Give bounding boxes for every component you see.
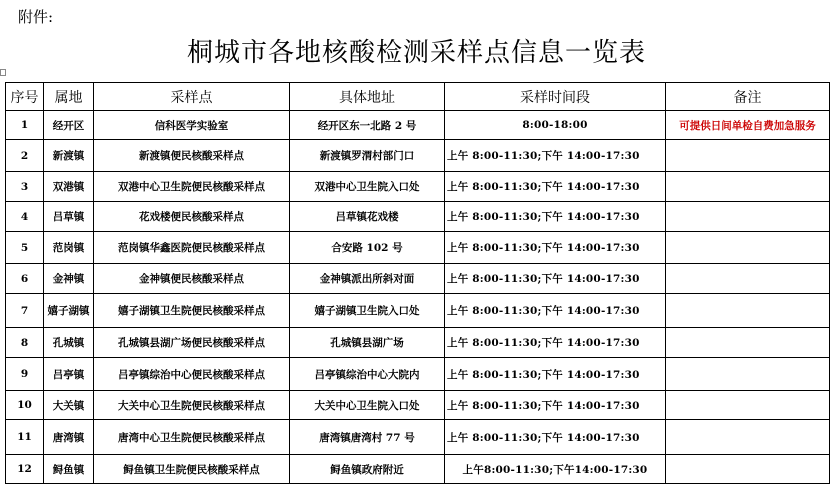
cell-address: 经开区东一北路 2 号 — [290, 111, 445, 140]
cell-time: 上午 8:00-11:30;下午 14:00-17:30 — [445, 328, 666, 358]
row-marker-icon — [0, 69, 6, 76]
cell-site: 大关中心卫生院便民核酸采样点 — [94, 391, 290, 420]
cell-time: 上午 8:00-11:30;下午 14:00-17:30 — [445, 358, 666, 391]
cell-address: 唐湾镇唐湾村 77 号 — [290, 420, 445, 455]
cell-site: 鲟鱼镇卫生院便民核酸采样点 — [94, 455, 290, 484]
table-row — [6, 172, 830, 202]
table-header-row — [6, 83, 830, 111]
cell-no: 1 — [6, 111, 44, 140]
cell-address: 嬉子湖镇卫生院入口处 — [290, 294, 445, 328]
cell-area: 金神镇 — [44, 264, 94, 294]
cell-time: 上午 8:00-11:30;下午 14:00-17:30 — [445, 232, 666, 264]
cell-time: 上午 8:00-11:30;下午 14:00-17:30 — [445, 294, 666, 328]
table-row — [6, 111, 830, 140]
cell-address: 吕草镇花戏楼 — [290, 202, 445, 232]
cell-address: 双港中心卫生院入口处 — [290, 172, 445, 202]
cell-time: 上午 8:00-11:30;下午 14:00-17:30 — [445, 172, 666, 202]
cell-time: 上午 8:00-11:30;下午 14:00-17:30 — [445, 264, 666, 294]
cell-no: 2 — [6, 140, 44, 172]
cell-address: 吕亭镇综治中心大院内 — [290, 358, 445, 391]
cell-time: 8:00-18:00 — [445, 111, 666, 140]
cell-site: 新渡镇便民核酸采样点 — [94, 140, 290, 172]
cell-no: 7 — [6, 294, 44, 328]
cell-note — [666, 328, 830, 358]
table-row — [6, 294, 830, 328]
cell-note — [666, 172, 830, 202]
cell-address: 孔城镇县湖广场 — [290, 328, 445, 358]
cell-area: 双港镇 — [44, 172, 94, 202]
cell-site: 范岗镇华鑫医院便民核酸采样点 — [94, 232, 290, 264]
cell-no: 4 — [6, 202, 44, 232]
table-row — [6, 264, 830, 294]
cell-site: 信科医学实验室 — [94, 111, 290, 140]
cell-note — [666, 202, 830, 232]
cell-area: 鲟鱼镇 — [44, 455, 94, 484]
header-area: 属地 — [44, 83, 94, 111]
annex-label: 附件: — [18, 8, 54, 26]
cell-area: 经开区 — [44, 111, 94, 140]
cell-area: 孔城镇 — [44, 328, 94, 358]
cell-site: 嬉子湖镇卫生院便民核酸采样点 — [94, 294, 290, 328]
cell-note — [666, 420, 830, 455]
cell-note — [666, 140, 830, 172]
cell-area: 范岗镇 — [44, 232, 94, 264]
cell-area: 大关镇 — [44, 391, 94, 420]
cell-no: 8 — [6, 328, 44, 358]
cell-site: 花戏楼便民核酸采样点 — [94, 202, 290, 232]
cell-note — [666, 264, 830, 294]
cell-note — [666, 391, 830, 420]
table-row — [6, 358, 830, 391]
cell-note — [666, 232, 830, 264]
cell-area: 嬉子湖镇 — [44, 294, 94, 328]
cell-area: 新渡镇 — [44, 140, 94, 172]
header-address: 具体地址 — [290, 83, 445, 111]
cell-address: 大关中心卫生院入口处 — [290, 391, 445, 420]
table-row — [6, 391, 830, 420]
table-row — [6, 202, 830, 232]
header-site: 采样点 — [94, 83, 290, 111]
header-note: 备注 — [666, 83, 830, 111]
cell-no: 10 — [6, 391, 44, 420]
page-title: 桐城市各地核酸检测采样点信息一览表 — [186, 38, 646, 68]
cell-no: 11 — [6, 420, 44, 455]
cell-no: 9 — [6, 358, 44, 391]
cell-note — [666, 358, 830, 391]
table-row — [6, 420, 830, 455]
cell-no: 6 — [6, 264, 44, 294]
cell-time: 上午 8:00-11:30;下午 14:00-17:30 — [445, 391, 666, 420]
table-row — [6, 140, 830, 172]
cell-address: 鲟鱼镇政府附近 — [290, 455, 445, 484]
cell-address: 金神镇派出所斜对面 — [290, 264, 445, 294]
cell-area: 吕草镇 — [44, 202, 94, 232]
cell-time: 上午 8:00-11:30;下午 14:00-17:30 — [445, 202, 666, 232]
cell-time: 上午 8:00-11:30;下午 14:00-17:30 — [445, 140, 666, 172]
cell-time: 上午 8:00-11:30;下午 14:00-17:30 — [445, 420, 666, 455]
cell-no: 3 — [6, 172, 44, 202]
cell-site: 双港中心卫生院便民核酸采样点 — [94, 172, 290, 202]
cell-note — [666, 455, 830, 484]
table-row — [6, 328, 830, 358]
cell-area: 唐湾镇 — [44, 420, 94, 455]
table-row — [6, 455, 830, 484]
cell-site: 吕亭镇综治中心便民核酸采样点 — [94, 358, 290, 391]
cell-note — [666, 294, 830, 328]
header-no: 序号 — [6, 83, 44, 111]
cell-address: 合安路 102 号 — [290, 232, 445, 264]
cell-site: 孔城镇县湖广场便民核酸采样点 — [94, 328, 290, 358]
cell-no: 5 — [6, 232, 44, 264]
sampling-sites-table — [5, 82, 830, 484]
cell-no: 12 — [6, 455, 44, 484]
table-row — [6, 232, 830, 264]
cell-address: 新渡镇罗渭村部门口 — [290, 140, 445, 172]
cell-area: 吕亭镇 — [44, 358, 94, 391]
cell-time: 上午8:00-11:30;下午14:00-17:30 — [445, 455, 666, 484]
cell-site: 唐湾中心卫生院便民核酸采样点 — [94, 420, 290, 455]
header-time: 采样时间段 — [445, 83, 666, 111]
cell-note: 可提供日间单检自费加急服务 — [666, 111, 830, 140]
cell-site: 金神镇便民核酸采样点 — [94, 264, 290, 294]
